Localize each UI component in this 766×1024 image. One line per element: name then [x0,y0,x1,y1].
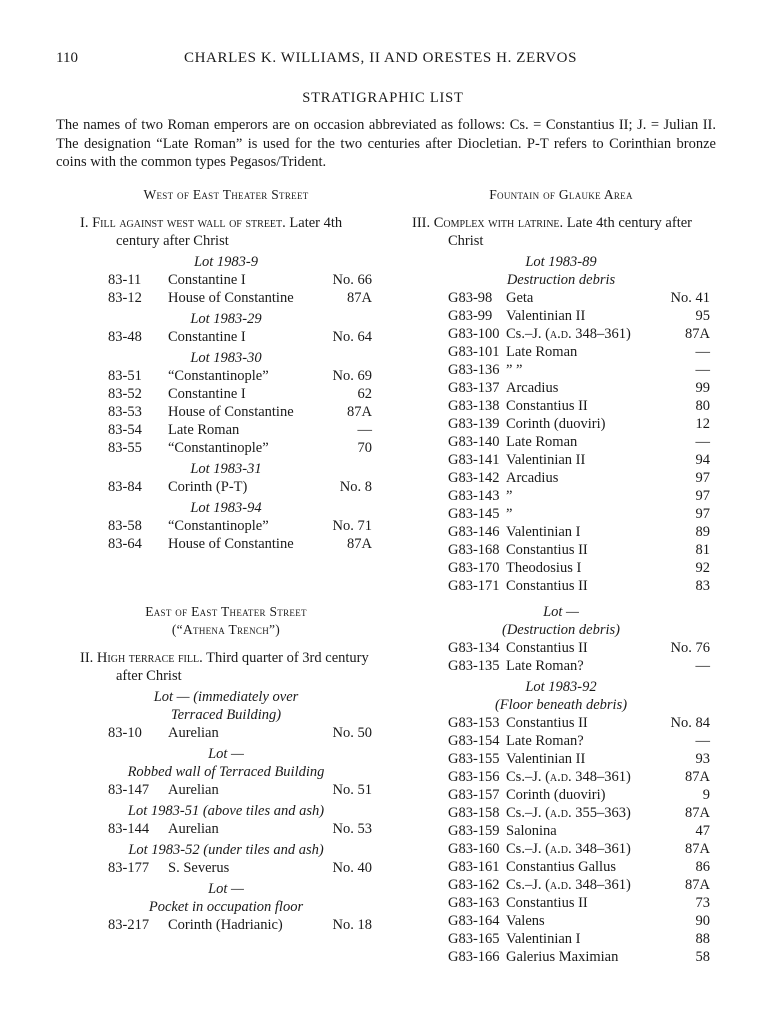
coin-description: “Constantinople” [168,518,269,534]
lot-heading: Lot — [208,881,244,897]
list-item [412,487,710,505]
catalogue-reference: 94 [695,452,710,468]
list-item [412,930,710,948]
entry-list [80,328,372,346]
lot-heading: Lot 1983-52 (under tiles and ash) [128,842,324,858]
catalogue-reference: — [695,434,710,450]
lot-heading: (Destruction debris) [502,622,620,638]
catalogue-reference: 99 [695,380,710,396]
catalogue-reference: 87A [685,805,710,821]
lot-heading: Lot — [543,604,579,620]
coin-number: G83-153 [448,715,500,731]
coin-description: S. Severus [168,860,230,876]
list-item [412,307,710,325]
coin-number: 83-51 [108,368,142,384]
coin-number: G83-157 [448,787,500,803]
list-item [80,421,372,439]
entry-list [412,714,710,966]
coin-description: Constantius Gallus [506,859,616,875]
entry-list [80,367,372,457]
list-item [80,289,372,307]
coin-number: G83-143 [448,488,500,504]
lot-heading: Lot — (immediately over [153,689,299,705]
list-item [412,750,710,768]
coin-number: G83-164 [448,913,500,929]
coin-number: G83-146 [448,524,500,540]
coin-number: G83-137 [448,380,500,396]
intro-paragraph: The names of two Roman emperors are on occasion abbreviated as follows: Cs. = Constantius II; J. = Julian II. The designation “Late Roman” is used for the two centuries after Diocletian. P-T refers to Corinthian bronze coins with the common types Pegasos/Trident. [56,117,716,170]
catalogue-reference: No. 51 [332,782,372,798]
catalogue-reference: No. 50 [332,725,372,741]
right-column [412,186,710,966]
coin-number: G83-168 [448,542,500,558]
catalogue-reference: 80 [695,398,710,414]
catalogue-reference: No. 8 [339,479,372,495]
list-item [412,469,710,487]
coin-number: 83-217 [108,917,150,933]
catalogue-reference: 95 [695,308,710,324]
coin-description: Valentinian II [506,751,586,767]
list-item [80,859,372,877]
lot-heading: Destruction debris [506,272,616,288]
lot-heading: Lot 1983-30 [190,350,262,366]
group-numeral: I. [80,215,89,231]
left-column [80,186,372,934]
list-item [412,325,710,343]
coin-number: G83-142 [448,470,500,486]
coin-number: 83-144 [108,821,150,837]
section-title-glauke: Fountain of Glauke Area [489,187,633,202]
coin-description: Late Roman? [506,733,584,749]
group-title: Complex with latrine. [433,215,564,231]
list-item [412,894,710,912]
list-item [412,361,710,379]
list-item [412,657,710,675]
catalogue-reference: 87A [347,290,372,306]
coin-number: G83-165 [448,931,500,947]
list-item [412,433,710,451]
list-item [80,271,372,289]
catalogue-reference: 73 [695,895,710,911]
coin-description: Late Roman? [506,658,584,674]
coin-number: G83-101 [448,344,500,360]
entry-list [80,820,372,838]
lot-heading: Pocket in occupation floor [148,899,304,915]
group-title: High terrace fill. [96,650,203,666]
coin-description: “Constantinople” [168,440,269,456]
coin-description: House of Constantine [168,404,294,420]
coin-description: Theodosius I [506,560,582,576]
coin-number: 83-48 [108,329,142,345]
catalogue-reference: 90 [695,913,710,929]
list-item [412,541,710,559]
section-title-west: West of East Theater Street [143,187,309,202]
coin-number: G83-138 [448,398,500,414]
coin-description: Constantius II [506,715,588,731]
catalogue-reference: — [357,422,372,438]
coin-description: Salonina [506,823,557,839]
coin-description: Corinth (Hadrianic) [168,917,283,933]
running-head: CHARLES K. WILLIAMS, II AND ORESTES H. ZERVOS [184,50,578,66]
catalogue-reference: 87A [685,769,710,785]
coin-number: G83-136 [448,362,500,378]
catalogue-reference: — [695,362,710,378]
coin-description: Aurelian [168,821,219,837]
coin-description: Corinth (P-T) [168,479,248,495]
coin-number: 83-54 [108,422,142,438]
list-item [412,840,710,858]
entry-list [80,859,372,877]
coin-number: G83-166 [448,949,500,965]
list-item [412,858,710,876]
lot-heading: Robbed wall of Terraced Building [127,764,325,780]
catalogue-reference: No. 64 [332,329,372,345]
coin-description: Constantius II [506,398,588,414]
coin-number: 83-147 [108,782,150,798]
list-item [412,343,710,361]
catalogue-reference: 87A [685,326,710,342]
coin-number: 83-53 [108,404,142,420]
catalogue-reference: No. 41 [670,290,710,306]
list-item [412,768,710,786]
coin-description: Aurelian [168,782,219,798]
catalogue-reference: 97 [695,506,710,522]
coin-description: Late Roman [506,344,578,360]
list-item [412,559,710,577]
group-heading-2 [80,649,372,685]
coin-number: G83-98 [448,290,493,306]
list-item [412,876,710,894]
catalogue-reference: No. 76 [670,640,710,656]
catalogue-reference: 70 [357,440,372,456]
section-subtitle-east: (“Athena Trench”) [171,622,281,637]
catalogue-reference: 87A [347,536,372,552]
catalogue-reference: 97 [695,470,710,486]
list-item [412,732,710,750]
catalogue-reference: 58 [695,949,710,965]
page-header [56,50,710,72]
list-item [412,714,710,732]
catalogue-reference: 12 [695,416,710,432]
coin-number: 83-11 [108,272,142,288]
lot-heading: Lot 1983-9 [193,254,259,270]
list-item [80,367,372,385]
catalogue-reference: 9 [702,787,710,803]
catalogue-reference: 92 [695,560,710,576]
catalogue-reference: 83 [695,578,710,594]
list-item [80,916,372,934]
coin-number: G83-171 [448,578,500,594]
group-date: Late 4th century after Christ [448,215,692,249]
group-heading-3 [412,214,710,250]
list-item [412,822,710,840]
list-item [412,786,710,804]
list-item [412,948,710,966]
list-item [80,724,372,742]
coin-description: Valentinian II [506,452,586,468]
coin-number: 83-58 [108,518,142,534]
coin-description: House of Constantine [168,536,294,552]
catalogue-reference: No. 71 [332,518,372,534]
coin-description: Constantius II [506,542,588,558]
entry-list [80,724,372,742]
coin-number: G83-140 [448,434,500,450]
coin-number: G83-161 [448,859,500,875]
catalogue-reference: 47 [695,823,710,839]
list-item [80,517,372,535]
coin-number: G83-141 [448,452,500,468]
coin-description: “Constantinople” [168,368,269,384]
coin-description: Constantius II [506,578,588,594]
coin-number: G83-139 [448,416,500,432]
coin-number: 83-52 [108,386,142,402]
section-title-east: East of East Theater Street [145,604,307,619]
catalogue-reference: No. 84 [670,715,710,731]
group-numeral: III. [412,215,431,231]
coin-number: G83-145 [448,506,500,522]
list-item [80,439,372,457]
coin-number: G83-156 [448,769,500,785]
coin-description: ” [506,506,513,522]
coin-description: Cs.–J. (a.d. 348–361) [506,769,631,785]
group-heading-1 [80,214,372,250]
coin-description: ” [506,488,513,504]
catalogue-reference: 62 [357,386,372,402]
coin-number: 83-177 [108,860,150,876]
coin-description: Late Roman [506,434,578,450]
lot-heading: (Floor beneath debris) [494,697,628,713]
catalogue-reference: 87A [685,877,710,893]
list-item [80,781,372,799]
coin-description: ” ” [506,362,523,378]
catalogue-reference: No. 69 [332,368,372,384]
group-date: Third quarter of 3rd century after Christ [116,650,369,684]
entry-list [80,517,372,553]
catalogue-reference: 87A [347,404,372,420]
catalogue-reference: 93 [695,751,710,767]
coin-number: 83-64 [108,536,142,552]
list-item [412,804,710,822]
coin-number: G83-100 [448,326,500,342]
coin-description: Corinth (duoviri) [506,416,606,432]
coin-number: G83-158 [448,805,500,821]
lot-heading: Lot 1983-92 [525,679,597,695]
catalogue-reference: 89 [695,524,710,540]
list-item [412,523,710,541]
catalogue-reference: 97 [695,488,710,504]
lot-heading: Lot 1983-31 [190,461,262,477]
lot-heading: Lot — [208,746,244,762]
entry-list [80,271,372,307]
catalogue-reference: 88 [695,931,710,947]
entry-list [412,639,710,675]
catalogue-reference: 81 [695,542,710,558]
coin-description: Aurelian [168,725,219,741]
coin-number: 83-12 [108,290,142,306]
group-date: Later 4th century after Christ [116,215,343,249]
list-item [80,478,372,496]
coin-description: Cs.–J. (a.d. 348–361) [506,877,631,893]
coin-number: G83-163 [448,895,500,911]
coin-description: Late Roman [168,422,240,438]
page-number: 110 [56,50,78,66]
catalogue-reference: No. 18 [332,917,372,933]
coin-number: G83-99 [448,308,493,324]
coin-description: Cs.–J. (a.d. 355–363) [506,805,631,821]
coin-description: Constantine I [168,272,246,288]
list-item [412,379,710,397]
coin-number: 83-55 [108,440,142,456]
coin-number: G83-170 [448,560,500,576]
coin-description: House of Constantine [168,290,294,306]
coin-description: Galerius Maximian [506,949,619,965]
entry-list [80,478,372,496]
coin-description: Constantius II [506,895,588,911]
group-title: Fill against west wall of street. [92,215,286,231]
coin-description: Valens [506,913,545,929]
coin-description: Cs.–J. (a.d. 348–361) [506,326,631,342]
list-item [412,289,710,307]
coin-description: Valentinian I [506,931,581,947]
lot-heading: Lot 1983-89 [525,254,597,270]
coin-description: Constantine I [168,329,246,345]
list-item [80,820,372,838]
entry-list [80,781,372,799]
list-item [412,639,710,657]
coin-description: Geta [506,290,534,306]
coin-description: Corinth (duoviri) [506,787,606,803]
lot-heading: Lot 1983-94 [190,500,262,516]
list-item [80,535,372,553]
list-item [412,397,710,415]
coin-description: Valentinian I [506,524,581,540]
coin-number: G83-154 [448,733,500,749]
list-item [412,577,710,595]
coin-description: Arcadius [506,380,559,396]
coin-description: Arcadius [506,470,559,486]
coin-description: Constantine I [168,386,246,402]
catalogue-reference: No. 40 [332,860,372,876]
coin-description: Constantius II [506,640,588,656]
list-item [412,451,710,469]
lot-heading: Lot 1983-51 (above tiles and ash) [127,803,325,819]
coin-number: G83-135 [448,658,500,674]
catalogue-reference: — [695,733,710,749]
lot-heading: Lot 1983-29 [190,311,262,327]
coin-number: 83-10 [108,725,142,741]
lot-heading: Terraced Building) [170,707,282,723]
list-item [80,403,372,421]
list-item [80,385,372,403]
page-title: STRATIGRAPHIC LIST [302,90,464,106]
list-item [412,505,710,523]
list-item [412,912,710,930]
catalogue-reference: No. 66 [332,272,372,288]
list-item [80,328,372,346]
catalogue-reference: 87A [685,841,710,857]
catalogue-reference: — [695,658,710,674]
catalogue-reference: No. 53 [332,821,372,837]
coin-description: Cs.–J. (a.d. 348–361) [506,841,631,857]
catalogue-reference: — [695,344,710,360]
coin-number: G83-134 [448,640,500,656]
catalogue-reference: 86 [695,859,710,875]
coin-number: 83-84 [108,479,142,495]
group-numeral: II. [80,650,94,666]
entry-list [80,916,372,934]
coin-number: G83-159 [448,823,500,839]
list-item [412,415,710,433]
coin-description: Valentinian II [506,308,586,324]
coin-number: G83-162 [448,877,500,893]
coin-number: G83-160 [448,841,500,857]
coin-number: G83-155 [448,751,500,767]
entry-list [412,289,710,595]
